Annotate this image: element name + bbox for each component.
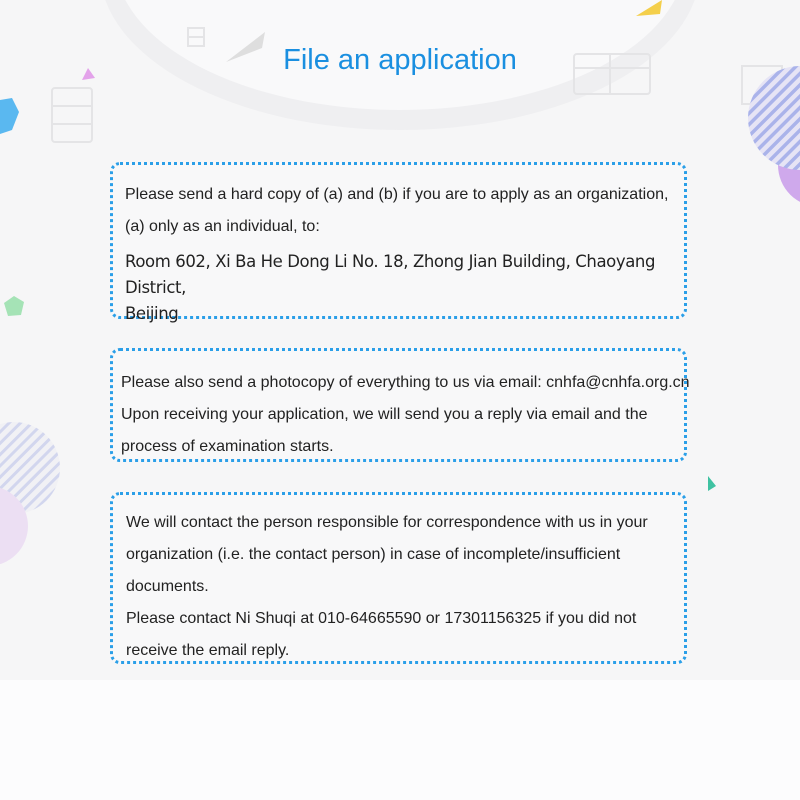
email-instruction-text: Upon receiving your application, we will send you a reply via email and the [121,406,648,423]
striped-circle-shape [748,66,800,170]
email-instruction-text: Please also send a photocopy of everything to us via email: cnhfa@cnhfa.org.cn [121,374,690,391]
page-title: File an application [283,44,517,76]
postal-instruction-text: (a) only as an individual, to: [125,218,320,235]
email-instruction-text: process of examination starts. [121,438,334,455]
contact-instruction-text: receive the email reply. [126,642,290,659]
postal-instruction-text: Please send a hard copy of (a) and (b) if you are to apply as an organization, [125,186,669,203]
mailing-address-line: Room 602, Xi Ba He Dong Li No. 18, Zhong Jian Building, Chaoyang District, [125,252,656,297]
mailing-address [125,249,674,327]
blue-hexagon-shape [0,98,19,134]
mailing-address-line: Beijing [125,304,179,323]
contact-instruction-text: We will contact the person responsible for correspondence with us in your [126,514,648,531]
contact-instruction-text: documents. [126,578,209,595]
postal-instructions-box [110,162,687,323]
contact-instructions-box [110,492,687,664]
contact-instruction-text: organization (i.e. the contact person) in case of incomplete/insufficient [126,546,621,563]
green-pentagon-shape [4,296,24,316]
contact-instruction-text: Please contact Ni Shuqi at 010-64665590 or 17301156325 if you did not [126,610,637,627]
teal-triangle-shape [708,476,716,491]
email-instructions-box [110,348,690,462]
